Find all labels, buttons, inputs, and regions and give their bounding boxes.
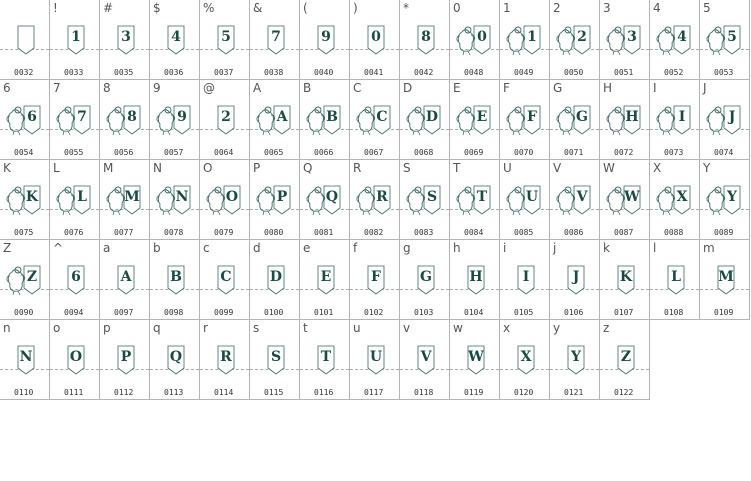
glyph-cell[interactable] xyxy=(250,80,300,160)
glyph-cell[interactable] xyxy=(200,80,250,160)
char-code: 0115 xyxy=(264,388,284,397)
glyph-letter: P xyxy=(276,189,288,205)
char-code: 0073 xyxy=(664,148,684,157)
char-code: 0080 xyxy=(264,228,284,237)
glyph-letter: I xyxy=(678,109,686,125)
glyph-cell[interactable] xyxy=(400,320,450,400)
key-label: o xyxy=(53,321,61,335)
glyph-cell[interactable] xyxy=(500,80,550,160)
glyph-letter: A xyxy=(276,109,288,125)
key-label: K xyxy=(3,161,11,175)
char-code: 0083 xyxy=(414,228,434,237)
glyph-letter: 5 xyxy=(727,29,737,45)
char-code: 0067 xyxy=(364,148,384,157)
glyph-cell[interactable] xyxy=(700,240,750,320)
key-label: a xyxy=(103,241,111,255)
glyph-letter: V xyxy=(420,349,432,365)
glyph-cell[interactable] xyxy=(700,160,750,240)
glyph-letter: P xyxy=(120,349,132,365)
glyph-letter: G xyxy=(420,269,432,285)
glyph-cell[interactable] xyxy=(150,240,200,320)
key-label: d xyxy=(253,241,261,255)
key-label: x xyxy=(503,321,511,335)
glyph-cell[interactable] xyxy=(350,0,400,80)
char-code: 0048 xyxy=(464,68,484,77)
glyph-letter: C xyxy=(220,269,232,285)
glyph-letter: B xyxy=(170,269,182,285)
key-label: l xyxy=(653,241,657,255)
char-code: 0113 xyxy=(164,388,184,397)
char-code: 0071 xyxy=(564,148,584,157)
char-code: 0054 xyxy=(14,148,34,157)
glyph-cell[interactable] xyxy=(500,0,550,80)
glyph-letter: D xyxy=(425,109,439,125)
char-code: 0037 xyxy=(214,68,234,77)
glyph-letter: Z xyxy=(26,269,38,285)
glyph-cell[interactable] xyxy=(150,320,200,400)
glyph-cell[interactable] xyxy=(100,0,150,80)
glyph-letter: 9 xyxy=(321,29,331,45)
key-label: e xyxy=(303,241,311,255)
char-code: 0086 xyxy=(564,228,584,237)
glyph-letter: F xyxy=(527,109,537,125)
char-code: 0057 xyxy=(164,148,184,157)
glyph-cell[interactable] xyxy=(50,160,100,240)
key-label: M xyxy=(103,161,114,175)
glyph-cell[interactable] xyxy=(600,0,650,80)
key-label: m xyxy=(703,241,715,255)
glyph-letter: M xyxy=(124,189,140,205)
key-label: & xyxy=(253,1,263,15)
char-code: 0074 xyxy=(714,148,734,157)
glyph-letter: Z xyxy=(620,349,632,365)
key-label: U xyxy=(503,161,512,175)
glyph-letter: T xyxy=(320,349,332,365)
char-code: 0097 xyxy=(114,308,134,317)
char-code: 0116 xyxy=(314,388,334,397)
key-label: t xyxy=(303,321,308,335)
char-code: 0053 xyxy=(714,68,734,77)
glyph-cell[interactable] xyxy=(350,240,400,320)
key-label: C xyxy=(353,81,362,95)
key-label: Y xyxy=(703,161,711,175)
char-code: 0042 xyxy=(414,68,434,77)
glyph-letter: A xyxy=(120,269,132,285)
key-label: 2 xyxy=(553,1,561,15)
char-code: 0032 xyxy=(14,68,34,77)
char-code: 0082 xyxy=(364,228,384,237)
glyph-cell[interactable] xyxy=(500,240,550,320)
key-label: D xyxy=(403,81,413,95)
glyph-letter: G xyxy=(576,109,588,125)
glyph-letter: N xyxy=(19,349,33,365)
glyph-letter: K xyxy=(25,189,39,205)
key-label: j xyxy=(553,241,557,255)
char-code: 0065 xyxy=(264,148,284,157)
key-label: P xyxy=(253,161,261,175)
key-label: A xyxy=(253,81,262,95)
key-label: g xyxy=(403,241,411,255)
key-label: w xyxy=(453,321,463,335)
glyph-letter: 1 xyxy=(527,29,537,45)
key-label: 9 xyxy=(153,81,161,95)
glyph-cell[interactable] xyxy=(400,80,450,160)
char-code: 0108 xyxy=(664,308,684,317)
char-code: 0088 xyxy=(664,228,684,237)
glyph-letter: 1 xyxy=(71,29,81,45)
key-label: T xyxy=(453,161,461,175)
glyph-letter: 7 xyxy=(77,109,87,125)
glyph-cell[interactable] xyxy=(250,160,300,240)
char-code: 0103 xyxy=(414,308,434,317)
glyph-letter: 6 xyxy=(27,109,37,125)
key-label: X xyxy=(653,161,662,175)
glyph-letter: I xyxy=(522,269,530,285)
char-code: 0068 xyxy=(414,148,434,157)
glyph-cell[interactable] xyxy=(50,320,100,400)
char-code: 0077 xyxy=(114,228,134,237)
key-label: J xyxy=(703,81,707,95)
glyph-cell[interactable] xyxy=(350,320,400,400)
glyph-letter: V xyxy=(576,189,588,205)
glyph-letter: 3 xyxy=(627,29,637,45)
glyph-letter: X xyxy=(676,189,688,205)
char-code: 0114 xyxy=(214,388,234,397)
char-code: 0070 xyxy=(514,148,534,157)
char-code: 0066 xyxy=(314,148,334,157)
glyph-cell[interactable] xyxy=(200,240,250,320)
glyph-letter: Q xyxy=(325,189,339,205)
key-label: s xyxy=(253,321,260,335)
char-code: 0098 xyxy=(164,308,184,317)
char-code: 0033 xyxy=(64,68,84,77)
glyph-cell[interactable] xyxy=(300,0,350,80)
key-label: E xyxy=(453,81,461,95)
key-label: 6 xyxy=(3,81,11,95)
glyph-letter: 2 xyxy=(577,29,587,45)
glyph-cell[interactable] xyxy=(200,160,250,240)
glyph-cell[interactable] xyxy=(100,160,150,240)
char-code: 0069 xyxy=(464,148,484,157)
glyph-letter: E xyxy=(476,109,488,125)
key-label: 0 xyxy=(453,1,461,15)
key-label: $ xyxy=(153,1,161,15)
char-code: 0099 xyxy=(214,308,234,317)
glyph-cell[interactable] xyxy=(650,80,700,160)
char-code: 0102 xyxy=(364,308,384,317)
key-label: @ xyxy=(203,81,215,95)
glyph-cell[interactable] xyxy=(150,160,200,240)
glyph-letter: H xyxy=(625,109,639,125)
glyph-cell[interactable] xyxy=(450,320,500,400)
glyph-cell[interactable] xyxy=(0,240,50,320)
key-label: % xyxy=(203,1,215,15)
glyph-letter: 8 xyxy=(127,109,137,125)
char-code: 0035 xyxy=(114,68,134,77)
glyph-cell[interactable] xyxy=(600,160,650,240)
glyph-cell[interactable] xyxy=(50,0,100,80)
key-label: z xyxy=(603,321,610,335)
char-code: 0089 xyxy=(714,228,734,237)
char-code: 0085 xyxy=(514,228,534,237)
char-code: 0105 xyxy=(514,308,534,317)
glyph-cell[interactable] xyxy=(550,320,600,400)
glyph-letter: U xyxy=(525,189,539,205)
glyph-cell[interactable] xyxy=(250,0,300,80)
glyph-letter: J xyxy=(728,109,736,125)
glyph-cell[interactable] xyxy=(550,240,600,320)
glyph-letter: W xyxy=(468,349,484,365)
key-label: q xyxy=(153,321,161,335)
key-label: ( xyxy=(303,1,308,15)
key-label: 5 xyxy=(703,1,711,15)
key-label: ^ xyxy=(53,241,64,255)
glyph-cell[interactable] xyxy=(450,0,500,80)
glyph-cell[interactable] xyxy=(400,240,450,320)
glyph-cell[interactable] xyxy=(100,80,150,160)
char-code: 0100 xyxy=(264,308,284,317)
glyph-letter: T xyxy=(476,189,488,205)
glyph-letter: N xyxy=(175,189,189,205)
key-label: n xyxy=(3,321,11,335)
glyph-cell[interactable] xyxy=(0,80,50,160)
glyph-letter: Y xyxy=(571,349,581,365)
glyph-letter: O xyxy=(225,189,239,205)
char-code: 0117 xyxy=(364,388,384,397)
glyph-letter: B xyxy=(326,109,338,125)
char-code: 0081 xyxy=(314,228,334,237)
glyph-letter: J xyxy=(572,269,580,285)
char-code: 0051 xyxy=(614,68,634,77)
glyph-cell[interactable] xyxy=(300,160,350,240)
char-code: 0122 xyxy=(614,388,634,397)
key-label: G xyxy=(553,81,563,95)
glyph-letter: M xyxy=(718,269,734,285)
glyph-letter: 3 xyxy=(121,29,131,45)
key-label: F xyxy=(503,81,510,95)
char-code: 0106 xyxy=(564,308,584,317)
char-code: 0118 xyxy=(414,388,434,397)
char-code: 0084 xyxy=(464,228,484,237)
char-code: 0087 xyxy=(614,228,634,237)
glyph-cell[interactable] xyxy=(450,80,500,160)
glyph-letter: 9 xyxy=(177,109,187,125)
key-label: f xyxy=(353,241,358,255)
key-label: i xyxy=(503,241,507,255)
glyph-cell[interactable] xyxy=(100,240,150,320)
glyph-cell[interactable] xyxy=(500,320,550,400)
key-label: W xyxy=(603,161,615,175)
glyph-letter: L xyxy=(77,189,87,205)
glyph-letter: U xyxy=(369,349,383,365)
glyph-cell[interactable] xyxy=(500,160,550,240)
key-label: p xyxy=(103,321,111,335)
char-code: 0075 xyxy=(14,228,34,237)
key-label: S xyxy=(403,161,411,175)
glyph-cell[interactable] xyxy=(550,80,600,160)
key-label: 3 xyxy=(603,1,611,15)
char-code: 0104 xyxy=(464,308,484,317)
char-code: 0049 xyxy=(514,68,534,77)
char-code: 0055 xyxy=(64,148,84,157)
glyph-cell[interactable] xyxy=(550,160,600,240)
key-label: N xyxy=(153,161,162,175)
key-label: v xyxy=(403,321,411,335)
key-label: H xyxy=(603,81,613,95)
char-code: 0090 xyxy=(14,308,34,317)
glyph-cell[interactable] xyxy=(700,0,750,80)
char-code: 0038 xyxy=(264,68,284,77)
char-code: 0119 xyxy=(464,388,484,397)
glyph-letter: R xyxy=(220,349,232,365)
glyph-letter: L xyxy=(671,269,681,285)
glyph-letter: C xyxy=(376,109,388,125)
key-label: ) xyxy=(353,1,358,15)
char-code: 0078 xyxy=(164,228,184,237)
glyph-letter: 0 xyxy=(371,29,381,45)
key-label: h xyxy=(453,241,461,255)
key-label: L xyxy=(53,161,60,175)
key-label: r xyxy=(203,321,208,335)
glyph-letter: S xyxy=(426,189,438,205)
glyph-cell[interactable] xyxy=(650,0,700,80)
glyph-letter: E xyxy=(320,269,332,285)
glyph-cell[interactable] xyxy=(650,160,700,240)
char-code: 0107 xyxy=(614,308,634,317)
glyph-letter: 0 xyxy=(477,29,487,45)
glyph-letter: 4 xyxy=(171,29,181,45)
glyph-cell[interactable] xyxy=(150,0,200,80)
glyph-letter: O xyxy=(69,349,83,365)
glyph-cell[interactable] xyxy=(0,160,50,240)
glyph-cell[interactable] xyxy=(650,240,700,320)
char-code: 0056 xyxy=(114,148,134,157)
glyph-letter: Y xyxy=(727,189,737,205)
char-code: 0072 xyxy=(614,148,634,157)
banner-glyph xyxy=(6,24,46,56)
key-label: 4 xyxy=(653,1,661,15)
char-code: 0121 xyxy=(564,388,584,397)
glyph-cell[interactable] xyxy=(350,160,400,240)
glyph-cell[interactable] xyxy=(600,240,650,320)
char-code: 0052 xyxy=(664,68,684,77)
glyph-cell[interactable] xyxy=(350,80,400,160)
glyph-cell[interactable] xyxy=(300,80,350,160)
key-label: k xyxy=(603,241,610,255)
glyph-letter: R xyxy=(376,189,388,205)
key-label: I xyxy=(653,81,657,95)
glyph-cell[interactable] xyxy=(550,0,600,80)
key-label: # xyxy=(103,1,114,15)
char-code: 0111 xyxy=(64,388,84,397)
glyph-cell[interactable] xyxy=(250,320,300,400)
glyph-cell[interactable] xyxy=(0,320,50,400)
char-code: 0040 xyxy=(314,68,334,77)
glyph-cell[interactable] xyxy=(400,160,450,240)
glyph-letter: 7 xyxy=(271,29,281,45)
glyph-cell[interactable] xyxy=(100,320,150,400)
char-code: 0050 xyxy=(564,68,584,77)
glyph-cell[interactable] xyxy=(450,240,500,320)
glyph-letter: 5 xyxy=(221,29,231,45)
key-label: y xyxy=(553,321,561,335)
glyph-letter: W xyxy=(624,189,640,205)
glyph-cell[interactable] xyxy=(50,80,100,160)
key-label: Z xyxy=(3,241,12,255)
char-code: 0041 xyxy=(364,68,384,77)
glyph-cell[interactable] xyxy=(400,0,450,80)
key-label: Q xyxy=(303,161,313,175)
glyph-letter: 4 xyxy=(677,29,687,45)
key-label: B xyxy=(303,81,312,95)
glyph-letter: K xyxy=(619,269,633,285)
key-label: O xyxy=(203,161,213,175)
key-label: 8 xyxy=(103,81,111,95)
char-code: 0064 xyxy=(214,148,234,157)
glyph-cell[interactable] xyxy=(600,320,650,400)
char-code: 0101 xyxy=(314,308,334,317)
glyph-cell[interactable] xyxy=(300,240,350,320)
glyph-letter: X xyxy=(520,349,532,365)
char-code: 0094 xyxy=(64,308,84,317)
glyph-cell[interactable] xyxy=(450,160,500,240)
glyph-cell[interactable] xyxy=(200,320,250,400)
char-code: 0112 xyxy=(114,388,134,397)
char-code: 0076 xyxy=(64,228,84,237)
glyph-cell[interactable] xyxy=(250,240,300,320)
char-code: 0109 xyxy=(714,308,734,317)
key-label: 7 xyxy=(53,81,61,95)
glyph-letter: 6 xyxy=(71,269,81,285)
glyph-letter: H xyxy=(469,269,483,285)
glyph-cell[interactable] xyxy=(700,80,750,160)
key-label: R xyxy=(353,161,362,175)
key-label: u xyxy=(353,321,361,335)
key-label: * xyxy=(403,1,409,15)
glyph-cell[interactable] xyxy=(300,320,350,400)
char-code: 0079 xyxy=(214,228,234,237)
key-label: 1 xyxy=(503,1,511,15)
glyph-letter: 8 xyxy=(421,29,431,45)
glyph-cell[interactable] xyxy=(200,0,250,80)
glyph-cell[interactable] xyxy=(50,240,100,320)
glyph-letter: Q xyxy=(169,349,183,365)
glyph-letter: D xyxy=(269,269,283,285)
key-label: b xyxy=(153,241,161,255)
char-code: 0036 xyxy=(164,68,184,77)
key-label: c xyxy=(203,241,210,255)
glyph-cell[interactable] xyxy=(0,0,50,80)
glyph-letter: 2 xyxy=(221,109,231,125)
glyph-cell[interactable] xyxy=(600,80,650,160)
key-label: V xyxy=(553,161,562,175)
char-code: 0120 xyxy=(514,388,534,397)
char-code: 0110 xyxy=(14,388,34,397)
glyph-letter: F xyxy=(371,269,381,285)
glyph-cell[interactable] xyxy=(150,80,200,160)
key-label: ! xyxy=(53,1,58,15)
glyph-letter: S xyxy=(270,349,282,365)
